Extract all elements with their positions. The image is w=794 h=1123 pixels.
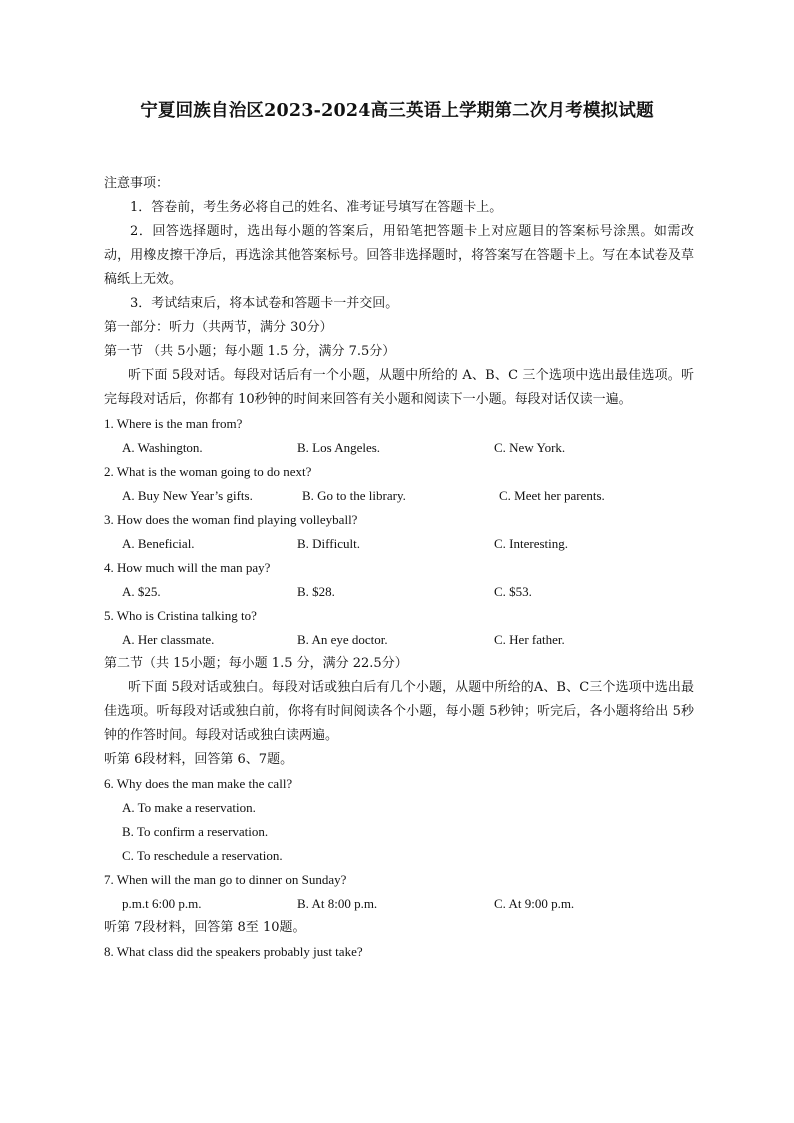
section2-instruction: 听下面 5段对话或独白。每段对话或独白后有几个小题，从题中所给的A、B、C三个选项中选出最佳选项。听每段对话或独白前，你将有时间阅读各个小题，每小题 5秒钟；听完后，各小题将给出 5秒钟的作答时间。每段对话或独白读两遍。 [104,680,694,743]
section1-instruction: 听下面 5段对话。每段对话后有一个小题，从题中所给的 A、B、C 三个选项中选出最佳选项。听完每段对话后，你都有 10秒钟的时间来回答有关小题和阅读下一小题。每段对话仅读一遍。 [104,368,694,407]
option-c: C. Interesting. [494,536,569,551]
question-2-options [104,484,694,508]
question-1-options [104,436,694,460]
question-3-options [104,532,694,556]
option-a: A. Washington. [122,440,203,455]
option-b: B. An eye doctor. [297,632,388,647]
section1-heading: 第一节 （共 5小题；每小题 1.5 分，满分 7.5分） [104,344,396,359]
material-7-heading: 听第 7段材料，回答第 8至 10题。 [104,920,306,935]
question-4-options [104,580,694,604]
option-c: C. To reschedule a reservation. [122,848,283,863]
option-b: B. Go to the library. [302,488,406,503]
question-1: 1. Where is the man from? [104,416,243,431]
question-4: 4. How much will the man pay? [104,560,271,575]
option-b: B. At 8:00 p.m. [297,896,378,911]
notice-item-3: 3．考试结束后，将本试卷和答题卡一并交回。 [130,296,399,311]
exam-body [104,172,694,964]
question-8: 8. What class did the speakers probably just take? [104,944,363,959]
option-c: C. New York. [494,440,566,455]
option-a: A. Buy New Year’s gifts. [122,488,253,503]
option-b: B. $28. [297,584,335,599]
notice-item-1: 1．答卷前，考生务必将自己的姓名、准考证号填写在答题卡上。 [130,200,503,215]
question-2: 2. What is the woman going to do next? [104,464,312,479]
option-c: C. Meet her parents. [499,488,605,503]
question-7: 7. When will the man go to dinner on Sunday? [104,872,347,887]
option-a: A. To make a reservation. [122,800,256,815]
option-a: p.m.t 6:00 p.m. [122,896,202,911]
part1-heading: 第一部分：听力（共两节，满分 30分） [104,320,333,335]
section2-heading: 第二节（共 15小题；每小题 1.5 分，满分 22.5分） [104,656,408,671]
notice-heading: 注意事项： [104,176,170,191]
question-7-options [104,892,694,916]
material-6-heading: 听第 6段材料，回答第 6、7题。 [104,752,294,767]
option-c: C. Her father. [494,632,565,647]
notice-item-2: 2．回答选择题时，选出每小题的答案后，用铅笔把答题卡上对应题目的答案标号涂黑。如需改动，用橡皮擦干净后，再选涂其他答案标号。回答非选择题时，将答案写在答题卡上。写在本试卷及草稿纸上无效。 [104,224,694,287]
question-5: 5. Who is Cristina talking to? [104,608,257,623]
option-b: B. To confirm a reservation. [122,824,269,839]
question-3: 3. How does the woman find playing volleyball? [104,512,358,527]
page-title: 宁夏回族自治区2023-2024高三英语上学期第二次月考模拟试题 [140,101,654,121]
option-c: C. $53. [494,584,532,599]
option-a: A. $25. [122,584,161,599]
option-b: B. Difficult. [297,536,360,551]
option-a: A. Her classmate. [122,632,215,647]
option-b: B. Los Angeles. [297,440,381,455]
option-c: C. At 9:00 p.m. [494,896,575,911]
question-5-options [104,628,694,652]
question-6: 6. Why does the man make the call? [104,776,293,791]
option-a: A. Beneficial. [122,536,195,551]
